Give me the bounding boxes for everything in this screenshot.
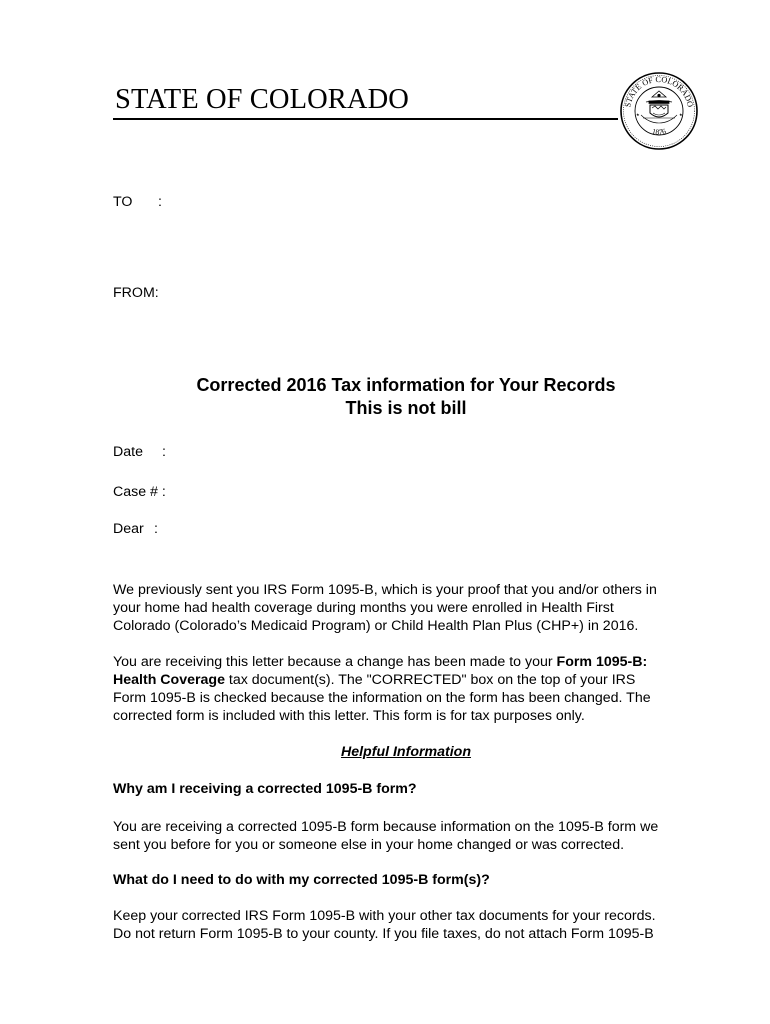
paragraph-line: Colorado (Colorado’s Medicaid Program) or Child Health Plan Plus (CHP+) in 2016. — [113, 618, 639, 634]
letter-subheading: This is not bill — [345, 398, 467, 418]
intro-paragraph — [113, 581, 713, 635]
answer-2 — [113, 907, 713, 943]
paragraph-line: corrected form is included with this letter. This form is for tax purposes only. — [113, 708, 585, 724]
paragraph-line: sent you before for you or someone else in your home changed or was corrected. — [113, 837, 625, 853]
paragraph-line — [113, 653, 713, 671]
to-colon: : — [158, 194, 162, 210]
dear-colon: : — [154, 521, 158, 537]
answer-1 — [113, 818, 713, 854]
seal-year: 1876 — [651, 126, 667, 137]
seal-top-text: STATE OF COLORADO — [623, 74, 695, 109]
paragraph-line: Do not return Form 1095-B to your county. If you file taxes, do not attach Form 1095-B — [113, 926, 654, 942]
question-1: Why am I receiving a corrected 1095-B form? — [113, 781, 417, 797]
paragraph-line: Form 1095-B is checked because the information on the form has been changed. The — [113, 690, 651, 706]
seal-star-left-icon: ★ — [636, 112, 640, 117]
form-name-bold: Health Coverage — [113, 672, 225, 688]
question-2: What do I need to do with my corrected 1095-B form(s)? — [113, 872, 490, 888]
dear-field — [113, 521, 158, 537]
from-field — [113, 285, 159, 301]
to-field — [113, 194, 162, 210]
paragraph-line: your home had health coverage during months you were enrolled in Health First — [113, 600, 614, 616]
date-colon: : — [162, 444, 166, 460]
paragraph-line: Keep your corrected IRS Form 1095-B with your other tax documents for your records. — [113, 908, 656, 924]
paragraph-line: We previously sent you IRS Form 1095-B, which is your proof that you and/or others in — [113, 582, 657, 598]
date-field — [113, 444, 166, 460]
state-seal — [619, 71, 699, 151]
date-label: Date — [113, 444, 143, 460]
paragraph-line: You are receiving a corrected 1095-B form because information on the 1095-B form we — [113, 819, 659, 835]
case-field — [113, 484, 166, 500]
letter-heading: Corrected 2016 Tax information for Your Records — [196, 375, 616, 395]
paragraph-line — [113, 671, 713, 689]
letterhead-title: STATE OF COLORADO — [115, 84, 409, 115]
paragraph-text: tax document(s). The "CORRECTED" box on the top of your IRS — [224, 672, 636, 688]
from-label: FROM: — [113, 285, 159, 301]
form-name-bold: Form 1095-B: — [556, 654, 648, 670]
helpful-information-title: Helpful Information — [340, 744, 472, 760]
change-paragraph — [113, 653, 713, 725]
to-label: TO — [113, 194, 133, 210]
letterhead — [113, 78, 618, 120]
dear-label: Dear — [113, 521, 144, 537]
case-label: Case # : — [113, 484, 166, 500]
seal-star-right-icon: ★ — [679, 112, 683, 117]
seal-emblem-icon — [641, 91, 677, 123]
paragraph-text: You are receiving this letter because a change has been made to your — [113, 654, 557, 670]
